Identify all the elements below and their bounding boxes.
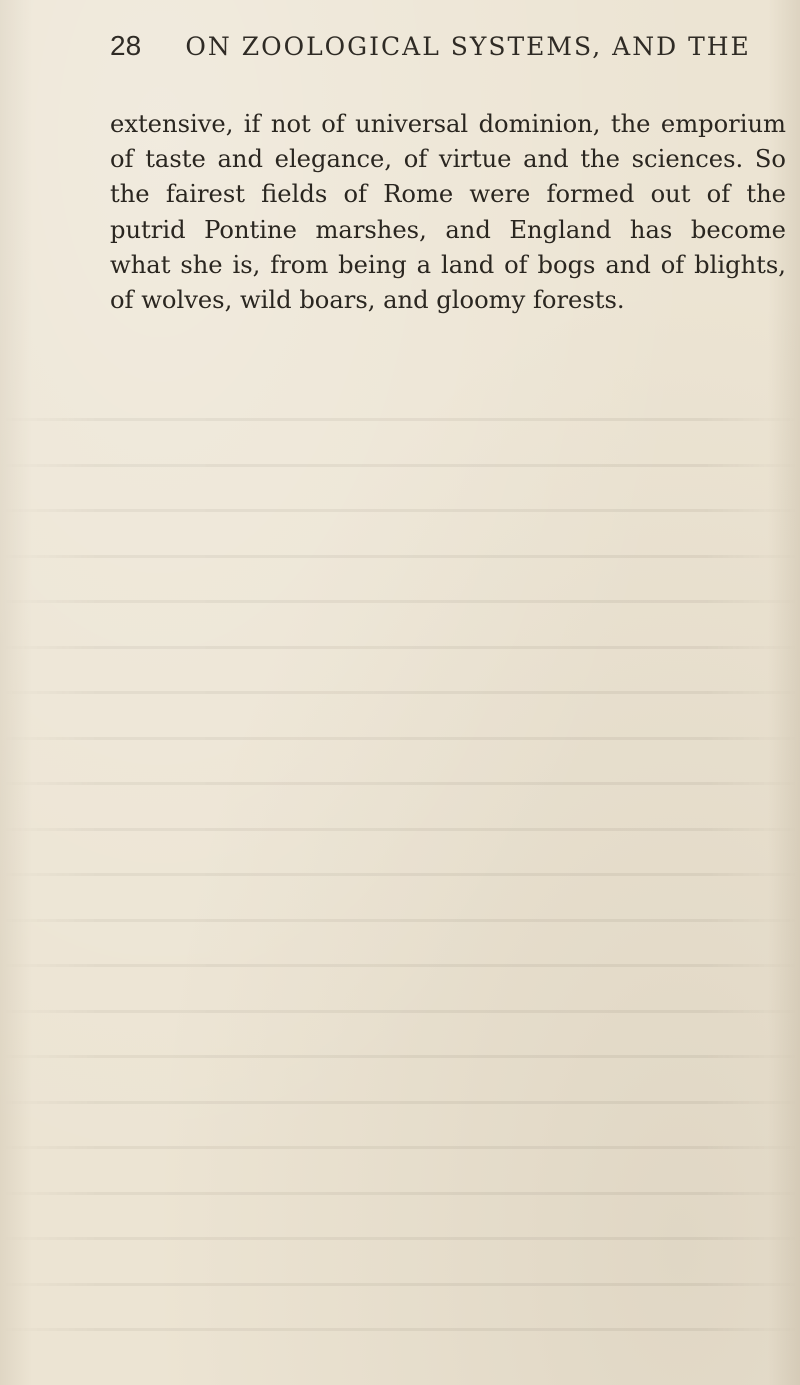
page-number: 28 <box>110 30 142 61</box>
running-head <box>110 30 790 70</box>
running-head-title: ON ZOOLOGICAL SYSTEMS, AND THE <box>185 32 751 61</box>
show-through-text <box>0 390 800 1385</box>
body-paragraph: extensive, if not of universal dominion, the emporium of taste and elegance, of virtue and the sciences. So the fairest fields of Rome were formed out of the putrid Pontine marshes, and England has become what she is, from being a land of bogs and of blights, of wolves, wild boars, and gloomy forests. <box>110 110 786 315</box>
